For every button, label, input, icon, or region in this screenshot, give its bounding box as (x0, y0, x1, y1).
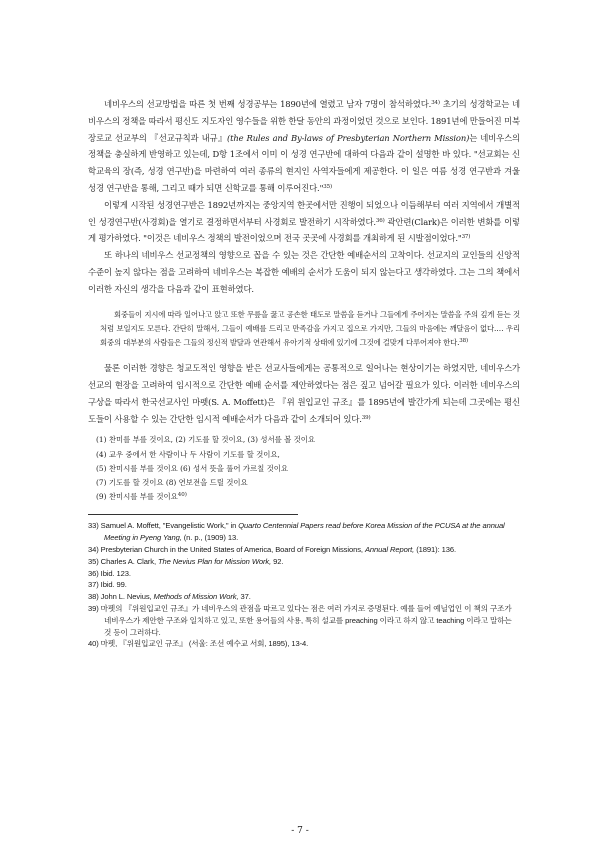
footnote-33: 33) Samuel A. Moffett, "Evangelistic Work," in Quarto Centennial Papers read before Korea Mission of the PCUSA at the annual Meeting in Pyeng Yang, (n. p., (1909) 13. (88, 521, 505, 543)
page-number: - 7 - (291, 826, 309, 836)
list-item: (7) 기도를 할 것이요 (8) 연보전을 드릴 것이요 (96, 477, 248, 487)
footnote-40: 40) 마펫, 『위원입교인 규조』 (서울: 조선 예수교 서회, 1895), 13-4. (88, 639, 309, 649)
worship-order-list (96, 433, 520, 504)
page-body (88, 96, 520, 650)
paragraph-2: 이렇게 시작된 성경연구반은 1892년까지는 중앙지역 한곳에서만 진행이 되었으나 이듬해부터 여러 지역에서 개별적인 성경연구반(사경회)을 열기로 결정하면서부터 사경회로 발전하기 시작하였다.$^{36)}$ 곽안련(Clark)은 이러한 변화를 이렇게 평가하였다. "이것은 네비우스 정책의 발전이었으며 전국 곳곳에 사경회를 개최하게 된 시발점이었다."$^{37)}$ (88, 199, 520, 244)
footnote-ref-40[interactable]: 40) (177, 492, 187, 499)
list-item: (1) 찬미를 부를 것이요, (2) 기도를 할 것이요, (3) 성서를 볼 것이요 (96, 435, 316, 445)
list-item: (5) 찬미시를 부를 것이요 (6) 성서 뜻을 풀어 가르칠 것이요 (96, 463, 289, 473)
paragraph-4: 물론 이러한 경향은 청교도적인 영향을 받은 선교사들에게는 공통적으로 일어나는 현상이기는 하였지만, 네비우스가 선교의 현장을 고려하여 임시적으로 간단한 예배 순서를 제안하였다는 점은 짚고 넘어갈 필요가 있다. 이러한 네비우스의 구상을 따라서 한국선교사인 마펫(S. A. Moffett)은 『위 원입교인 규조』를 1895년에 발간가게 되는데 그곳에는 평신도들이 사용할 수 있는 간단한 임시적 예배순서가 다음과 같이 소개되어 있다.$^{39)}$ (88, 363, 520, 424)
footnote-ref-35[interactable]: 35) (323, 183, 332, 190)
footnote-ref-39[interactable]: 39) (361, 414, 371, 421)
footnote-37: 37) Ibid. 99. (88, 580, 127, 590)
block-quote: 회중들이 지시에 따라 일어나고 앉고 또한 무릎을 꿇고 공손한 태도로 말씀을 듣거나 그들에게 주어지는 말씀을 주의 깊게 듣는 것처럼 보일지도 모른다. 간단히 말해서, 그들이 예배를 드리고 만족감을 가지고 집으로 가지만, 그들의 마음에는 깨달음이 없다.… 우리 회중의 대부분의 사람들은 그들의 정신적 발달과 연관해서 유아기적 상태에 있기에 그것에 걸맞게 다루어져야 한다.$^{38)}$ (100, 309, 520, 347)
footnotes (88, 520, 520, 650)
list-item: (9) 찬미시를 부를 것이요$^{40)}$ (96, 492, 187, 502)
paragraph-1: 네비우스의 선교방법을 따른 첫 번째 성경공부는 1890년에 열렸고 남자 7명이 참석하였다.$^{34)}$ 초기의 성경학교는 네비우스의 정책을 따라서 평신도 지도자인 영수들을 위한 한달 동안의 과정이었던 것으로 보인다. 1891년에 만들어진 미북장로교 선교부의 『선교규칙과 내규』(the Rules and By-laws of Presbyterian Northern Mission)는 네비우스의 정책을 충실하게 반영하고 있는데, D항 1조에서 이미 이 성경 연구반에 대하여 다음과 같이 설명한 바 있다. "선교회는 신학교육의 장(즉, 성경 연구반)을 마련하여 여러 종류의 현지인 사역자들에게 제공한다. 이 일은 여름 성경 연구반과 겨울 성경 연구반을 통해, 그리고 때가 되면 신학교를 통해 이루어진다."$^{35)}$ (88, 99, 520, 193)
footnote-divider (88, 514, 298, 515)
footnote-39: 39) 마펫의 『위원입교인 규조』가 네비우스의 관점을 따르고 있다는 점은 여러 가지로 증명된다. 예를 들어 예닐업인 이 책의 구조가 네비우스가 제안한 구조와 일치하고 있고, 또한 용어들의 사용, 특히 설교를 preaching 이라고 하지 않고 teaching 이라고 말하는 것 등이 그러하다. (88, 603, 512, 637)
footnote-34: 34) Presbyterian Church in the United States of America, Board of Foreign Missions, Annual Report, (1891): 136. (88, 544, 456, 554)
footnote-ref-36[interactable]: 36) (375, 217, 385, 224)
footnote-35: 35) Charles A. Clark, The Nevius Plan for Mission Work, 92. (88, 556, 284, 566)
footnote-ref-34[interactable]: 34) (431, 100, 440, 106)
list-item: (4) 교우 중에서 한 사람이나 두 사람이 기도를 할 것이요, (96, 449, 280, 459)
footnote-36: 36) Ibid. 123. (88, 568, 131, 578)
paragraph-3: 또 하나의 네비우스 선교정책의 영향으로 꼽을 수 있는 것은 간단한 예배순서의 고착이다. 선교지의 교인들의 신앙적 수준이 높지 않다는 점을 고려하여 네비우스는 복잡한 예배의 순서가 도움이 되지 않는다고 생각하였다. 그는 그의 책에서 이러한 자신의 생각을 다음과 같이 표현하였다. (88, 250, 520, 294)
footnote-ref-37[interactable]: 37) (461, 234, 471, 241)
footnote-38: 38) John L. Nevius, Methods of Mission Work, 37. (88, 592, 251, 602)
footnote-ref-38[interactable]: 38) (459, 337, 468, 344)
